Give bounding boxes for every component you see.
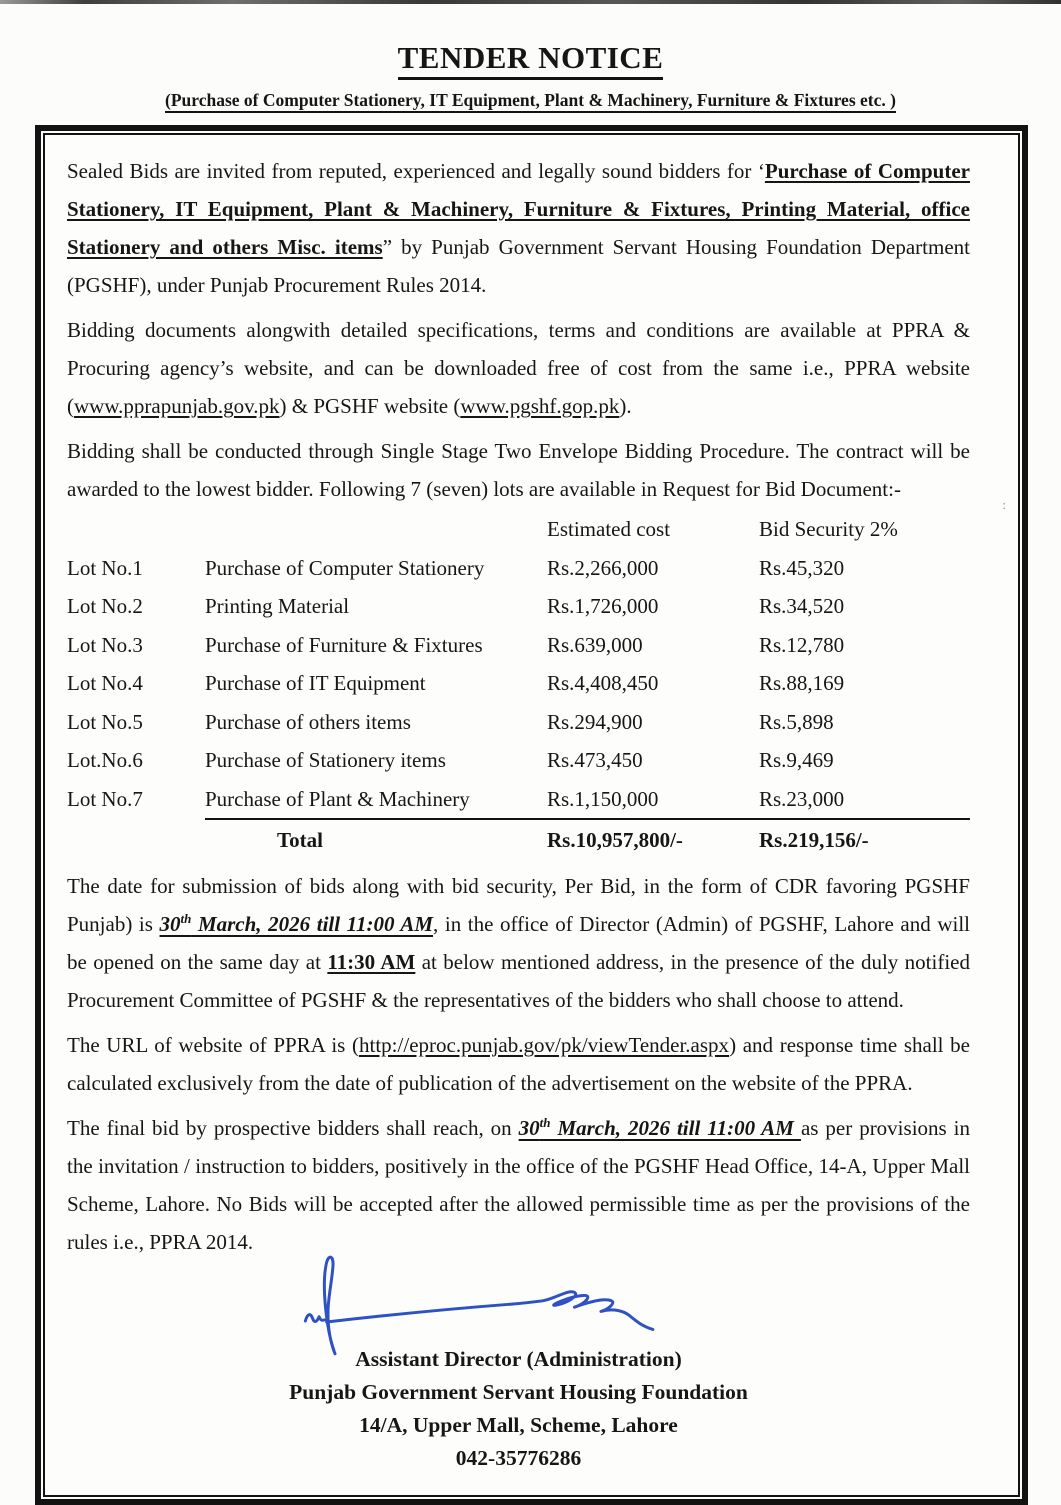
lot-header-empty [67, 510, 205, 549]
final-deadline-ordinal: th [539, 1115, 551, 1130]
ppra-url-lead: The URL of website of PPRA is ( [67, 1033, 360, 1057]
description-cell: Purchase of Furniture & Fixtures [205, 632, 483, 657]
invitation-tail: ” by Punjab Government Servant Housing Foundation Department (PGSHF), under Punjab Procurement Rules 2014. [67, 235, 970, 297]
bid-security-cell: Rs.34,520 [759, 594, 845, 618]
lot-cell: Lot.No.6 [67, 748, 143, 772]
pgshf-website-link: www.pgshf.gop.pk [460, 394, 620, 418]
table-row [67, 549, 970, 588]
page-title: TENDER NOTICE [398, 40, 664, 80]
handwritten-signature [299, 1251, 691, 1357]
table-total-row [67, 819, 970, 860]
total-empty-cell [67, 819, 205, 860]
estimated-cost-cell: Rs.1,150,000 [547, 780, 759, 820]
signatory-title: Assistant Director (Administration) [355, 1347, 682, 1371]
documents-tail: ). [619, 394, 632, 418]
deadline-ordinal: th [180, 911, 192, 926]
page-subtitle-text: (Purchase of Computer Stationery, IT Equipment, Plant & Machinery, Furniture & Fixtures etc. ) [165, 90, 896, 113]
ppra-url-tail: ) and response time shall be calculated exclusively from the date of publication of the advertisement on the website of the PPRA. [67, 1033, 970, 1095]
estimated-cost-cell: Rs.4,408,450 [547, 671, 659, 695]
table-row [67, 664, 970, 703]
submission-mid: , in the office of Director (Admin) of PGSHF, Lahore and will be opened on the same day at [67, 912, 971, 974]
lots-table-header-row [67, 510, 970, 549]
documents-lead: Bidding documents alongwith detailed specifications, terms and conditions are available at PPRA & Procuring agency’s website, and can be downloaded free of cost from the same i.e., PPRA website ( [67, 318, 970, 418]
bid-security-cell: Rs.9,469 [759, 748, 834, 772]
signatory-organization: Punjab Government Servant Housing Foundation [289, 1380, 748, 1404]
final-deadline-day: 30 [518, 1116, 540, 1140]
estimated-cost-cell: Rs.639,000 [547, 632, 643, 657]
signature-block [67, 1343, 970, 1475]
eproc-url-link: http://eproc.punjab.gov/pk/viewTender.aspx [359, 1033, 730, 1057]
bid-security-cell: Rs.88,169 [759, 671, 845, 695]
lots-table [67, 510, 970, 860]
estimated-cost-header: Estimated cost [547, 517, 671, 541]
estimated-cost-cell: Rs.294,900 [547, 709, 643, 734]
documents-mid: ) & PGSHF website ( [279, 394, 461, 418]
bid-security-cell: Rs.5,898 [759, 709, 834, 734]
lot-cell: Lot No.4 [67, 671, 143, 695]
estimated-cost-cell: Rs.473,450 [547, 748, 643, 772]
description-cell: Purchase of Stationery items [205, 748, 446, 772]
lot-cell: Lot No.3 [67, 632, 143, 657]
paragraph-documents [67, 311, 970, 425]
ppra-website-link: www.pprapunjab.gov.pk [74, 394, 280, 418]
description-cell: Printing Material [205, 594, 350, 618]
signatory-address: 14/A, Upper Mall, Scheme, Lahore [359, 1413, 678, 1437]
signatory-phone: 042-35776286 [455, 1446, 582, 1470]
notice-border-box [35, 125, 1028, 1505]
total-label: Total [277, 828, 323, 852]
total-bid-security: Rs.219,156/- [759, 828, 869, 852]
lot-cell: Lot No.2 [67, 594, 143, 618]
description-cell: Purchase of Computer Stationery [205, 555, 485, 580]
bid-security-cell: Rs.45,320 [759, 555, 845, 580]
paragraph-ppra-url [67, 1026, 970, 1102]
bid-security-cell: Rs.12,780 [759, 632, 845, 657]
table-row [67, 626, 970, 665]
total-estimated-cost: Rs.10,957,800/- [547, 828, 683, 852]
submission-tail: at below mentioned address, in the presence of the duly notified Procurement Committee of PGSHF & the representatives of the bidders who shall choose to attend. [67, 950, 970, 1012]
final-deadline-rest: March, 2026 till 11:00 AM [550, 1116, 801, 1140]
table-row [67, 587, 970, 626]
invitation-scope-emphasis: Purchase of Computer Stationery, IT Equipment, Plant & Machinery, Furniture & Fixtures, Printing Material, office Stationery and others Misc. items [67, 159, 970, 259]
final-bid-deadline [519, 1116, 801, 1140]
paragraph-final-bid [67, 1109, 970, 1261]
scan-speck-artifact: : [1002, 497, 1006, 512]
opening-time: 11:30 AM [327, 950, 416, 974]
table-row [67, 741, 970, 780]
deadline-day: 30 [159, 912, 181, 936]
table-row [67, 780, 970, 820]
page-subtitle [0, 90, 1061, 111]
lot-cell: Lot No.7 [67, 786, 143, 811]
lot-cell: Lot No.1 [67, 555, 143, 580]
scan-edge-artifact [0, 0, 1061, 4]
estimated-cost-cell: Rs.2,266,000 [547, 555, 659, 580]
description-cell: Purchase of IT Equipment [205, 671, 426, 695]
deadline-rest: March, 2026 till 11:00 AM [191, 912, 434, 936]
submission-deadline [160, 912, 433, 936]
description-header-empty [205, 510, 547, 549]
description-cell: Purchase of others items [205, 709, 411, 734]
description-cell: Purchase of Plant & Machinery [205, 780, 547, 820]
estimated-cost-cell: Rs.1,726,000 [547, 594, 659, 618]
bid-security-header: Bid Security 2% [759, 517, 898, 541]
invitation-lead: Sealed Bids are invited from reputed, experienced and legally sound bidders for ‘ [67, 159, 765, 183]
paragraph-invitation [67, 152, 970, 304]
paragraph-procedure: Bidding shall be conducted through Single Stage Two Envelope Bidding Procedure. The contract will be awarded to the lowest bidder. Following 7 (seven) lots are available in Request for Bid Document:- [67, 439, 970, 501]
paragraph-submission [67, 867, 970, 1019]
lot-cell: Lot No.5 [67, 709, 143, 734]
table-row [67, 703, 970, 742]
notice-body [43, 133, 1020, 1497]
final-bid-tail: as per provisions in the invitation / instruction to bidders, positively in the office of the PGSHF Head Office, 14-A, Upper Mall Scheme, Lahore. No Bids will be accepted after the allowed permissible time as per the provisions of the rules i.e., PPRA 2014. [67, 1116, 970, 1254]
bid-security-cell: Rs.23,000 [759, 780, 970, 820]
document-header [0, 0, 1061, 111]
final-bid-lead: The final bid by prospective bidders shall reach, on [67, 1116, 519, 1140]
submission-lead: The date for submission of bids along with bid security, Per Bid, in the form of CDR favoring PGSHF Punjab) is [67, 874, 970, 936]
